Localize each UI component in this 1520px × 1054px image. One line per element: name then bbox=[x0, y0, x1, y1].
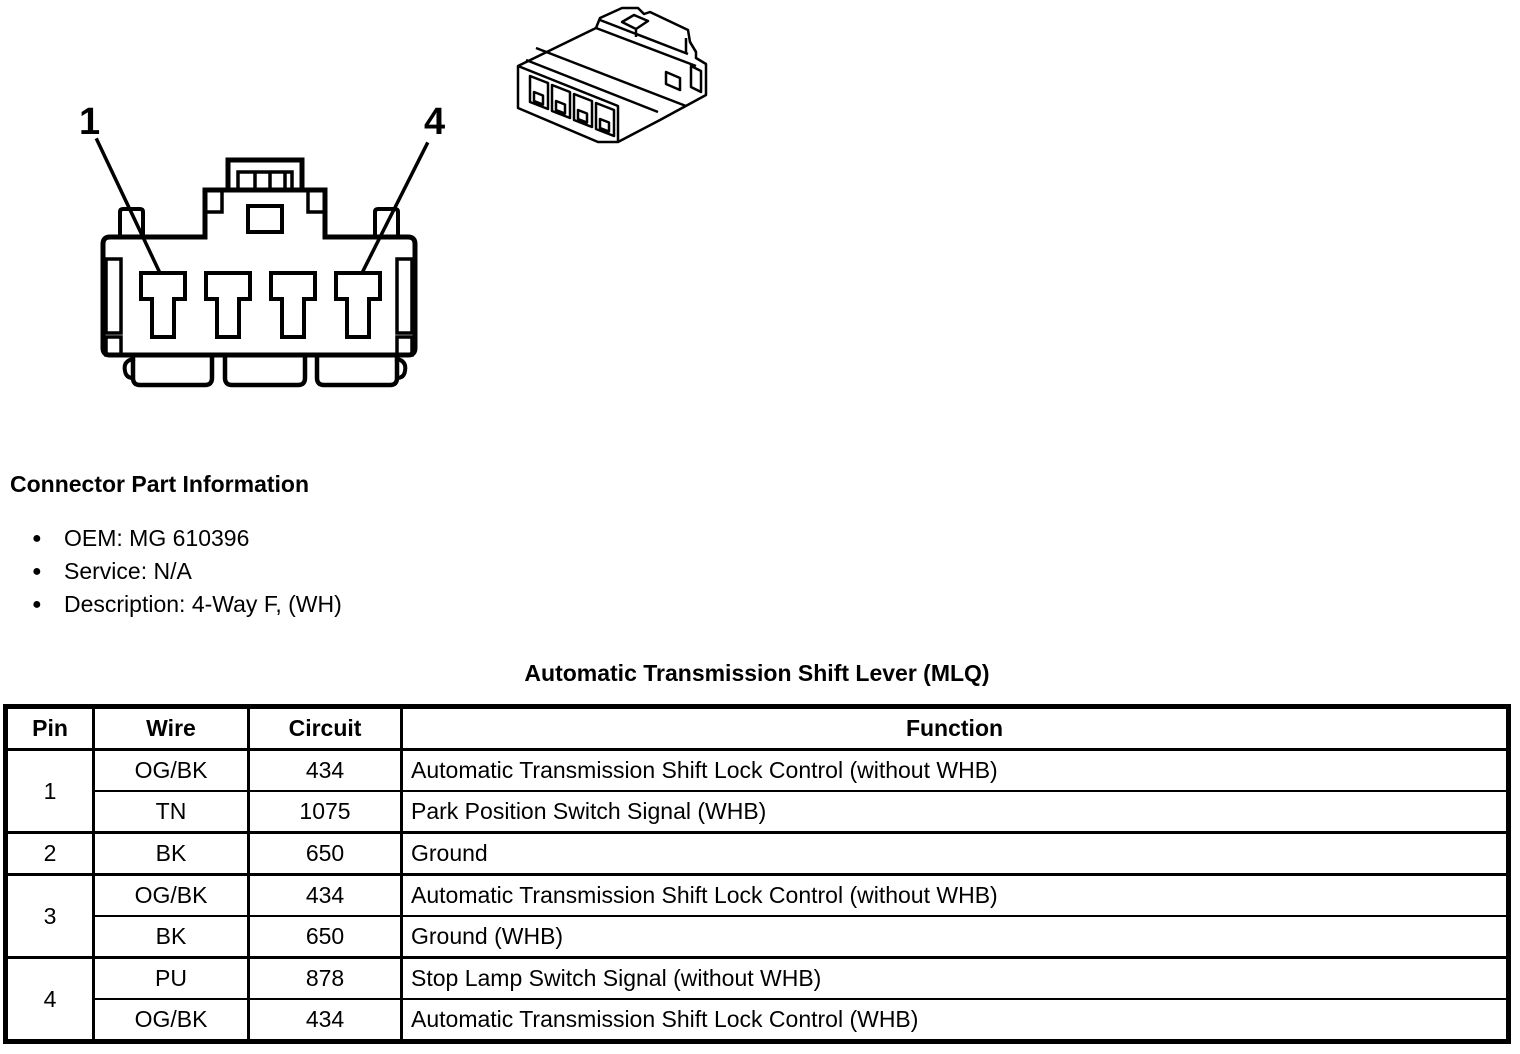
part-info-heading: Connector Part Information bbox=[10, 471, 310, 497]
terminal-cavity-4 bbox=[336, 273, 380, 337]
wire-cell: BK bbox=[94, 916, 249, 958]
part-info-item-text: Service: N/A bbox=[64, 558, 192, 584]
part-info-item-service bbox=[10, 555, 342, 588]
iso-top-groove-3 bbox=[596, 28, 696, 66]
wire-cell: OG/BK bbox=[94, 750, 249, 792]
tower-left-corner-box bbox=[205, 190, 222, 212]
iso-cavity-1 bbox=[530, 76, 548, 109]
function-cell: Stop Lamp Switch Signal (without WHB) bbox=[402, 958, 1509, 1000]
wire-cell: BK bbox=[94, 833, 249, 875]
table-row bbox=[6, 916, 1509, 958]
right-side-rail bbox=[397, 259, 412, 333]
part-info-list bbox=[10, 522, 342, 621]
pin-cell: 3 bbox=[6, 875, 94, 958]
bottom-tab-1 bbox=[133, 357, 212, 385]
iso-deck-window bbox=[666, 72, 680, 90]
circuit-cell: 878 bbox=[249, 958, 402, 1000]
circuit-cell: 434 bbox=[249, 875, 402, 917]
pin-1-label: 1 bbox=[79, 101, 101, 143]
pin-cell: 1 bbox=[6, 750, 94, 833]
left-side-rail bbox=[106, 259, 121, 333]
cap-inner-detail bbox=[238, 172, 292, 190]
circuit-cell: 650 bbox=[249, 833, 402, 875]
part-info-item-text: Description: 4-Way F, (WH) bbox=[64, 591, 342, 617]
circuit-cell: 434 bbox=[249, 999, 402, 1042]
bullet-icon: ● bbox=[32, 562, 42, 580]
function-cell: Park Position Switch Signal (WHB) bbox=[402, 791, 1509, 833]
pin-cell: 4 bbox=[6, 958, 94, 1042]
bullet-icon: ● bbox=[32, 595, 42, 613]
table-title: Automatic Transmission Shift Lever (MLQ) bbox=[524, 660, 990, 686]
column-header-function: Function bbox=[402, 707, 1509, 750]
wire-cell: OG/BK bbox=[94, 999, 249, 1042]
bullet-icon: ● bbox=[32, 529, 42, 547]
table-row bbox=[6, 999, 1509, 1042]
center-window bbox=[248, 206, 282, 232]
iso-silhouette bbox=[518, 8, 706, 142]
table-row bbox=[6, 833, 1509, 875]
part-info-item-description bbox=[10, 588, 342, 621]
column-header-wire: Wire bbox=[94, 707, 249, 750]
circuit-cell: 650 bbox=[249, 916, 402, 958]
connector-front-view-diagram bbox=[60, 95, 460, 400]
terminal-cavity-3 bbox=[271, 273, 315, 337]
function-cell: Ground (WHB) bbox=[402, 916, 1509, 958]
connector-3d-view-diagram bbox=[500, 2, 715, 144]
terminal-cavity-2 bbox=[206, 273, 250, 337]
pin-1-leader-line bbox=[97, 140, 159, 271]
table-row bbox=[6, 958, 1509, 1000]
wire-cell: OG/BK bbox=[94, 875, 249, 917]
iso-top-groove-2 bbox=[536, 48, 686, 106]
table-header-row bbox=[6, 707, 1509, 750]
pin-cell: 2 bbox=[6, 833, 94, 875]
iso-right-face-window bbox=[691, 66, 701, 92]
circuit-cell: 1075 bbox=[249, 791, 402, 833]
table-row bbox=[6, 791, 1509, 833]
iso-cavity-4 bbox=[596, 103, 614, 136]
function-cell: Automatic Transmission Shift Lock Control (without WHB) bbox=[402, 750, 1509, 792]
terminal-cavity-1 bbox=[141, 273, 185, 337]
iso-lock-tab bbox=[622, 15, 648, 37]
part-info-item-text: OEM: MG 610396 bbox=[64, 525, 250, 551]
column-header-circuit: Circuit bbox=[249, 707, 402, 750]
column-header-pin: Pin bbox=[6, 707, 94, 750]
wire-cell: PU bbox=[94, 958, 249, 1000]
tower-right-corner-box bbox=[308, 190, 325, 212]
function-cell: Ground bbox=[402, 833, 1509, 875]
pinout-table bbox=[3, 704, 1511, 1044]
iso-cavity-3 bbox=[574, 94, 592, 127]
function-cell: Automatic Transmission Shift Lock Control (without WHB) bbox=[402, 875, 1509, 917]
bottom-tab-3 bbox=[317, 357, 397, 385]
bottom-tab-2 bbox=[225, 357, 305, 385]
table-row bbox=[6, 875, 1509, 917]
wire-cell: TN bbox=[94, 791, 249, 833]
table-row bbox=[6, 750, 1509, 792]
pin-4-label: 4 bbox=[424, 101, 446, 143]
part-info-item-oem bbox=[10, 522, 342, 555]
function-cell: Automatic Transmission Shift Lock Control (WHB) bbox=[402, 999, 1509, 1042]
circuit-cell: 434 bbox=[249, 750, 402, 792]
iso-cavity-2 bbox=[552, 85, 570, 118]
